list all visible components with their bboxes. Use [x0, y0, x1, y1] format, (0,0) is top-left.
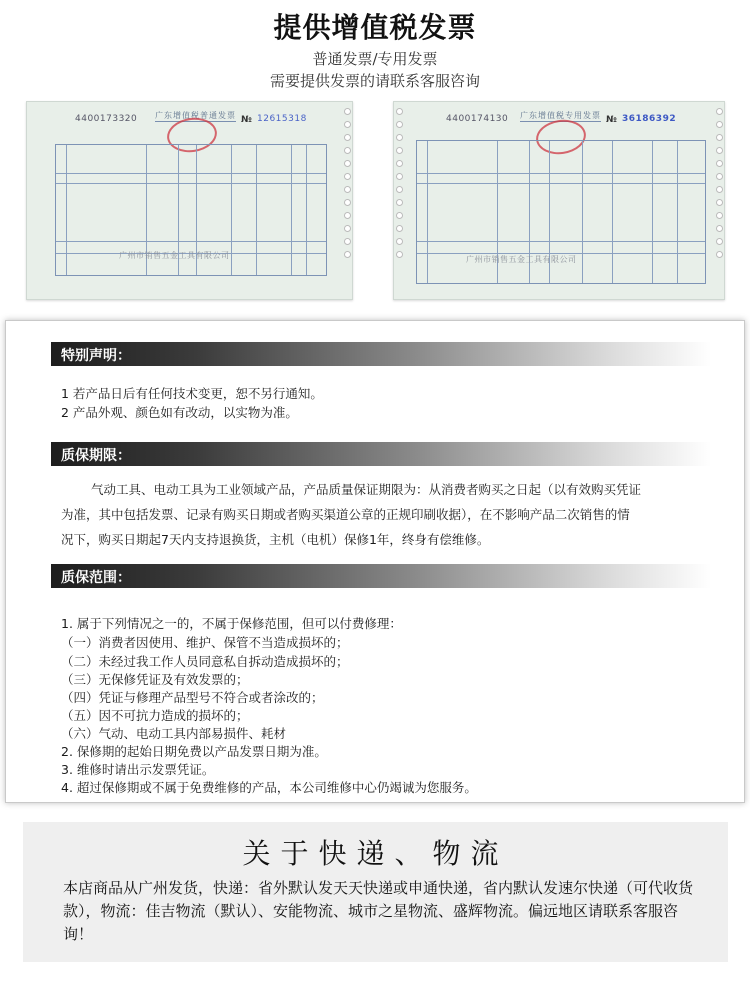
subtitle-contact: 需要提供发票的请联系客服咨询	[269, 72, 480, 90]
invoice-title: 广东增值税专用发票	[520, 111, 601, 120]
section-header-warranty-scope	[51, 564, 711, 588]
warranty-scope-line: （六）气动、电动工具内部易损件、耗材	[61, 726, 287, 741]
warranty-scope-line: （二）未经过我工作人员同意私自拆动造成损坏的；	[61, 654, 349, 669]
warranty-scope-line: 3. 维修时请出示发票凭证。	[61, 762, 215, 777]
perforation-holes	[394, 102, 404, 299]
page-title: 提供增值税发票	[273, 11, 477, 44]
logistics-title: 关于快递、物流	[242, 837, 509, 870]
warranty-scope-line: 1. 属于下列情况之一的，不属于保修范围，但可以付费修理：	[61, 616, 402, 631]
invoice-watermark: 广州市销售五金工具有限公司	[466, 255, 577, 264]
perforation-holes	[714, 102, 724, 299]
section-title: 质保范围：	[61, 570, 131, 586]
warranty-scope-line: 4. 超过保修期或不属于免费维修的产品，本公司维修中心仍竭诚为您服务。	[61, 780, 477, 795]
warranty-period-line: 为准，其中包括发票、记录有购买日期或者购买渠道公章的正规印刷收据），在不影响产品二次销售的情	[61, 507, 630, 522]
section-header-warranty-period	[51, 442, 711, 466]
logistics-text: 本店商品从广州发货，快递：省外默认发天天快递或申通快递，省内默认发速尔快递（可代收货款），物流：佳吉物流（默认）、安能物流、城市之星物流、盛辉物流。偏远地区请联系客服咨询！	[63, 879, 694, 943]
warranty-scope-line: （五）因不可抗力造成的损坏的；	[61, 708, 249, 723]
invoice-watermark: 广州市销售五金工具有限公司	[119, 251, 230, 260]
invoice-number-label: №	[241, 115, 252, 125]
section-title: 质保期限：	[61, 448, 131, 464]
invoice-number: 12615318	[257, 114, 307, 124]
perforation-holes	[342, 102, 352, 299]
statement-line: 2 产品外观、颜色如有改动，以实物为准。	[61, 405, 298, 420]
statement-line: 1 若产品日后有任何技术变更，恕不另行通知。	[61, 386, 323, 401]
section-header-statement	[51, 342, 711, 366]
warranty-scope-line: （四）凭证与修理产品型号不符合或者涂改的；	[61, 690, 324, 705]
subtitle-invoice-types: 普通发票/专用发票	[312, 50, 438, 68]
warranty-scope-line: （三）无保修凭证及有效发票的；	[61, 672, 249, 687]
invoice-number: 36186392	[622, 114, 677, 124]
invoice-image-general	[26, 101, 353, 300]
invoice-title: 广东增值税普通发票	[155, 111, 236, 120]
warranty-period-line: 况下，购买日期起7天内支持退换货，主机（电机）保修1年，终身有偿维修。	[61, 532, 490, 547]
warranty-scope-line: （一）消费者因使用、维护、保管不当造成损坏的；	[61, 635, 349, 650]
logistics-panel	[23, 822, 728, 962]
invoice-image-special	[393, 101, 725, 300]
warranty-period-line: 气动工具、电动工具为工业领域产品，产品质量保证期限为：从消费者购买之日起（以有效购买凭证	[91, 482, 642, 497]
warranty-scope-line: 2. 保修期的起始日期免费以产品发票日期为准。	[61, 744, 327, 759]
section-title: 特别声明：	[61, 348, 131, 364]
invoice-code: 4400173320	[75, 114, 138, 124]
notice-card	[5, 320, 745, 803]
invoice-code: 4400174130	[446, 114, 509, 124]
invoice-number-label: №	[606, 115, 617, 125]
